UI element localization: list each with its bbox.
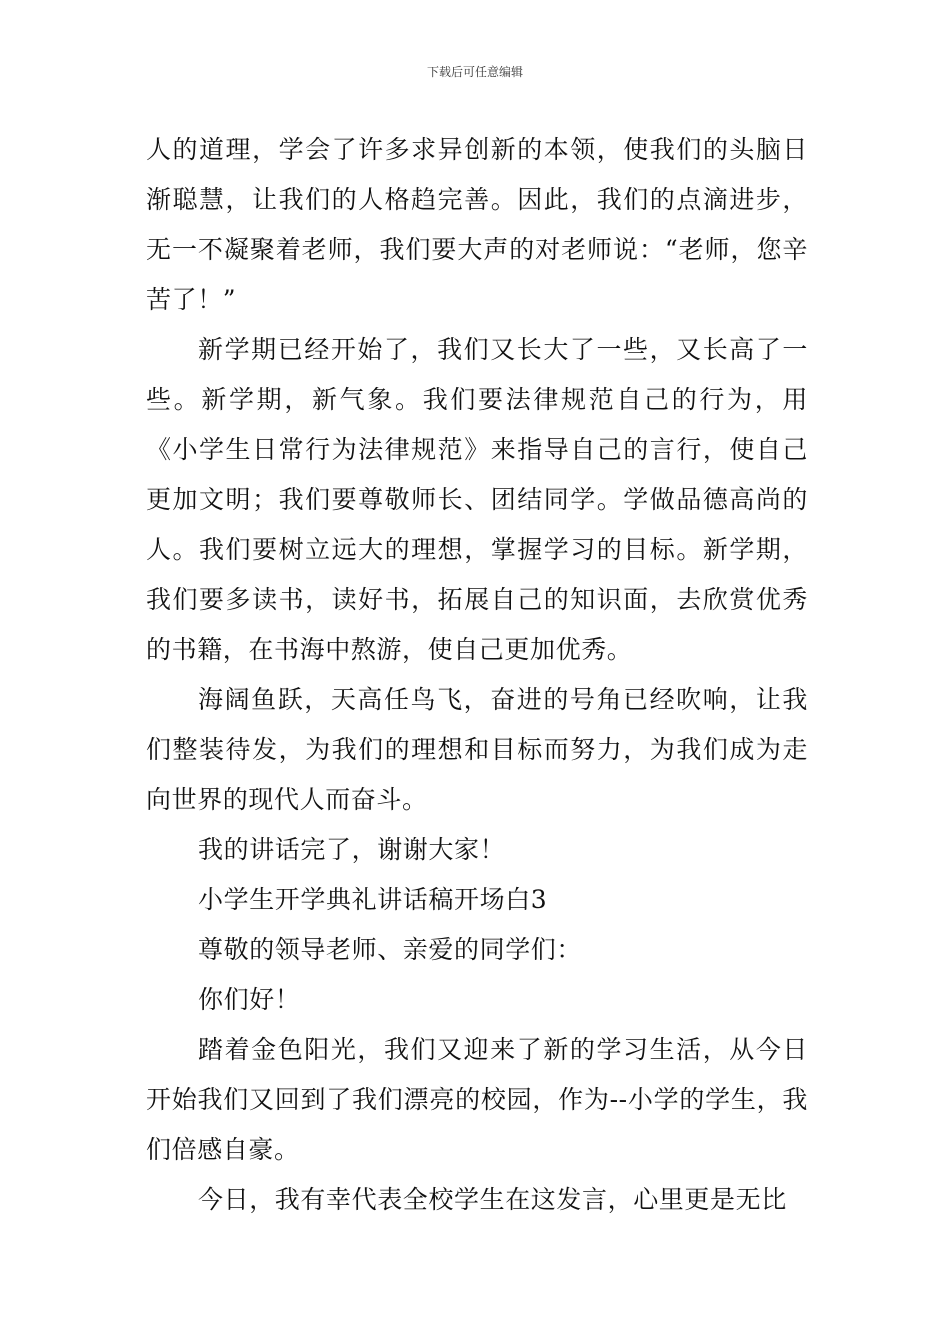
paragraph-closing: 我的讲话完了，谢谢大家！ [198, 835, 506, 864]
document-body [146, 125, 808, 1225]
page-header-note: 下载后可任意编辑 [426, 65, 523, 79]
paragraph-1: 人的道理，学会了许多求异创新的本领，使我们的头脑日渐聪慧，让我们的人格趋完善。因此，我们的点滴进步，无一不凝聚着老师，我们要大声的对老师说：“老师，您辛苦了！” [146, 135, 808, 314]
paragraph-5: 今日，我有幸代表全校学生在这发言，心里更是无比 [198, 1185, 787, 1214]
section-title: 小学生开学典礼讲话稿开场白3 [198, 885, 548, 914]
paragraph-3: 海阔鱼跃，天高任鸟飞，奋进的号角已经吹响，让我们整装待发，为我们的理想和目标而努力，为我们成为走向世界的现代人而奋斗。 [146, 685, 808, 814]
paragraph-4: 踏着金色阳光，我们又迎来了新的学习生活，从今日开始我们又回到了我们漂亮的校园，作为--小学的学生，我们倍感自豪。 [146, 1035, 808, 1164]
salutation: 尊敬的领导老师、亲爱的同学们： [198, 935, 583, 964]
paragraph-2: 新学期已经开始了，我们又长大了一些，又长高了一些。新学期，新气象。我们要法律规范自己的行为，用《小学生日常行为法律规范》来指导自己的言行，使自己更加文明；我们要尊敬师长、团结同学。学做品德高尚的人。我们要树立远大的理想，掌握学习的目标。新学期，我们要多读书，读好书，拓展自己的知识面，去欣赏优秀的书籍，在书海中熬游，使自己更加优秀。 [146, 335, 808, 664]
greeting: 你们好！ [198, 985, 301, 1014]
